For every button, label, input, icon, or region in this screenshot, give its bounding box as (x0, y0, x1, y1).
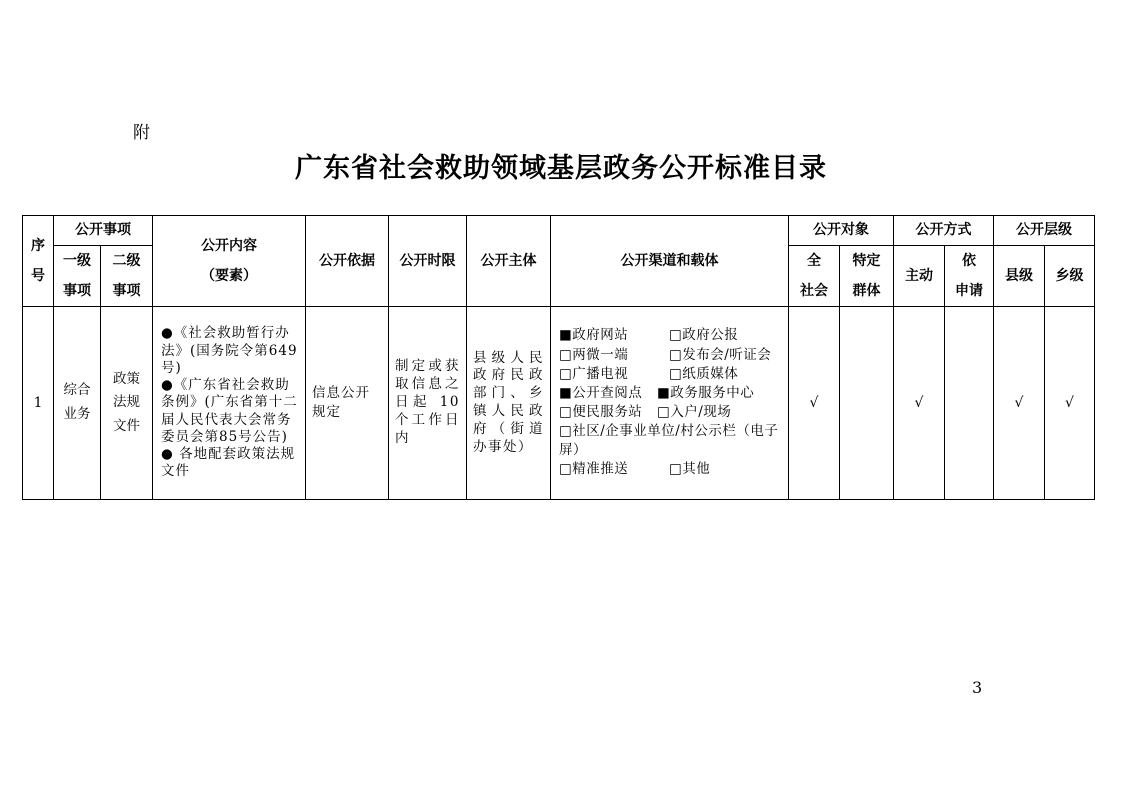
check-method-request (945, 307, 994, 500)
check-audience-all: √ (789, 307, 840, 500)
row-content (153, 307, 306, 500)
header-tier: 公开层级 (994, 216, 1095, 246)
header-level1: 一级 事项 (54, 246, 101, 307)
channel-item: □发布会/听证会 (669, 346, 772, 363)
channel-item: □纸质媒体 (669, 365, 739, 382)
header-content: 公开内容 （要素） (153, 216, 306, 307)
channel-line (559, 326, 782, 345)
row-subject: 县级人民政府民政部门、乡镇人民政府（街道办事处） (467, 307, 551, 500)
row-level2: 政策法规文件 (101, 307, 153, 500)
row-channels (551, 307, 789, 500)
header-subject: 公开主体 (467, 216, 551, 307)
content-item: ●《广东省社会救助条例》(广东省第十二届人民代表大会常务委员会第85号公告) (161, 377, 298, 445)
channel-line (559, 384, 782, 403)
check-tier-county: √ (994, 307, 1045, 500)
header-method-active: 主动 (894, 246, 945, 307)
channel-line (559, 460, 782, 479)
header-tier-county: 县级 (994, 246, 1045, 307)
page-number: 3 (972, 678, 983, 697)
channel-item: ■公开查阅点 (559, 384, 643, 401)
channel-line: □社区/企事业单位/村公示栏（电子屏） (559, 423, 779, 459)
channel-item: □便民服务站 (559, 404, 643, 420)
header-audience: 公开对象 (789, 216, 894, 246)
page-title: 广东省社会救助领域基层政务公开标准目录 (295, 153, 827, 184)
table-row (23, 307, 1095, 500)
channel-item: ■政务服务中心 (657, 384, 755, 401)
channel-item: ■政府网站 (559, 327, 629, 344)
catalog-table (22, 215, 1095, 500)
channel-item: □政府公报 (669, 327, 739, 344)
channel-item: □其他 (669, 461, 711, 478)
header-matter: 公开事项 (54, 216, 153, 246)
channel-item: □精准推送 (559, 461, 629, 478)
header-basis: 公开依据 (306, 216, 389, 307)
header-time-limit: 公开时限 (389, 216, 467, 307)
header-method: 公开方式 (894, 216, 994, 246)
header-tier-township: 乡级 (1045, 246, 1095, 307)
header-level2: 二级 事项 (101, 246, 153, 307)
header-audience-specific: 特定 群体 (840, 246, 894, 307)
channel-line (559, 403, 782, 422)
header-audience-all: 全 社会 (789, 246, 840, 307)
channel-line (559, 346, 782, 365)
header-method-request: 依 申请 (945, 246, 994, 307)
channel-item: □入户/现场 (657, 404, 732, 420)
channel-item: □广播电视 (559, 365, 629, 382)
channel-line (559, 365, 782, 384)
check-tier-township: √ (1045, 307, 1095, 500)
row-basis: 信息公开规定 (306, 307, 389, 500)
row-time-limit: 制定或获取信息之日起 10个工作日内 (389, 307, 467, 500)
header-row-1 (23, 216, 1095, 246)
header-seq: 序 号 (23, 216, 54, 307)
content-item: ● 各地配套政策法规文件 (161, 446, 296, 480)
header-channel: 公开渠道和载体 (551, 216, 789, 307)
channel-item: □两微一端 (559, 346, 629, 363)
check-audience-specific (840, 307, 894, 500)
row-seq: 1 (23, 307, 54, 500)
check-method-active: √ (894, 307, 945, 500)
attachment-label: 附 (133, 123, 150, 143)
content-item: ●《社会救助暂行办法》(国务院令第649号) (161, 325, 298, 376)
row-level1: 综合业务 (54, 307, 101, 500)
